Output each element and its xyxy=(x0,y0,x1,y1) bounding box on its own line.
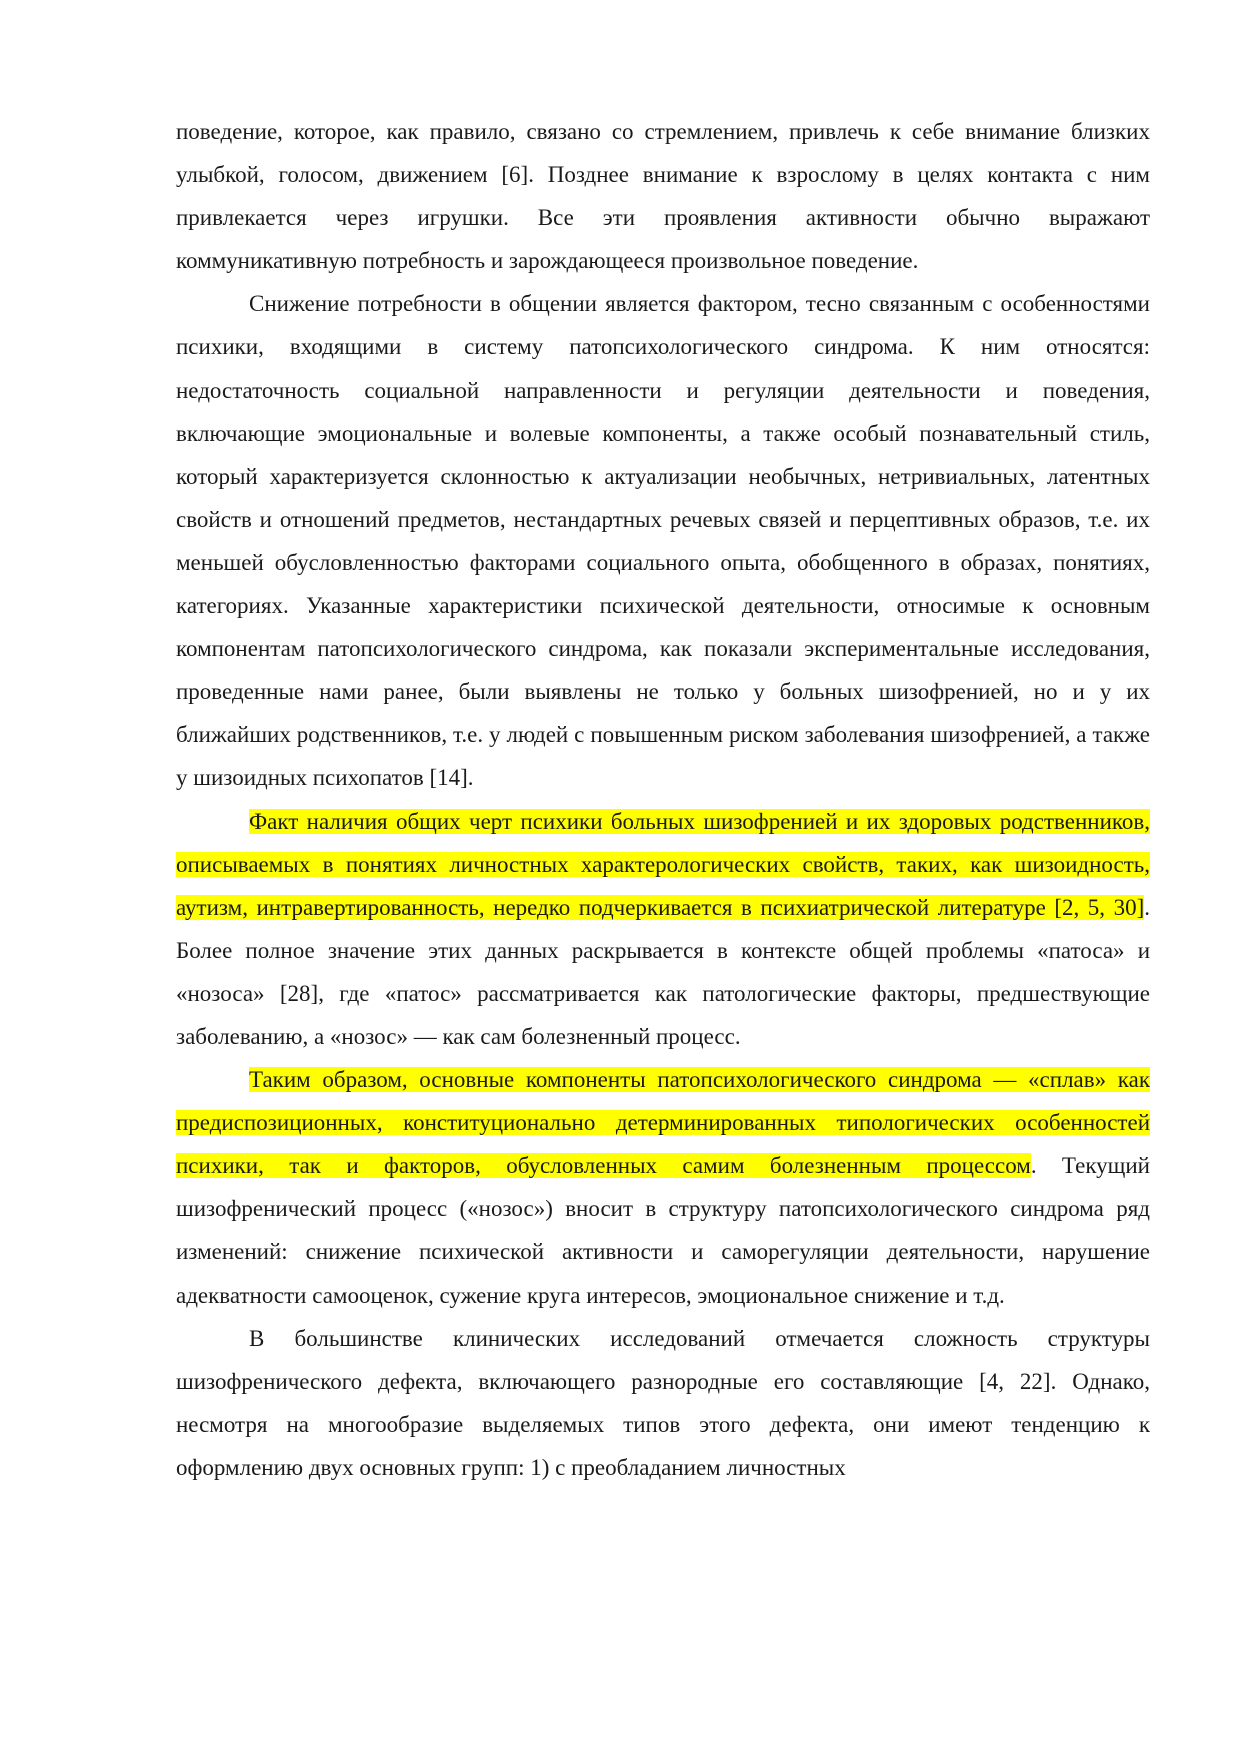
paragraph-2 xyxy=(176,282,1150,799)
paragraph-3 xyxy=(176,800,1150,1059)
paragraph-3-text: . Более полное значение этих данных раскрывается в контексте общей проблемы «патоса» и «нозоса» [28], где «патос» рассматривается как патологические факторы, предшествующие заболеванию, а «нозос» — как сам болезненный процесс. xyxy=(176,894,1150,1049)
paragraph-3-highlighted-text: Факт наличия общих черт психики больных шизофренией и их здоровых родственников, описываемых в понятиях личностных характерологических свойств, таких, как шизоидность, аутизм, интравертированность, нередко подчеркивается в психиатрической литературе [2, 5, 30] xyxy=(176,808,1150,920)
document-page xyxy=(176,110,1150,1489)
paragraph-4-highlighted-text: Таким образом, основные компоненты патопсихологического синдрома — «сплав» как предиспозиционных, конституционально детерминированных типологических особенностей психики, так и факторов, обусловленных самим болезненным процессом xyxy=(176,1067,1150,1179)
paragraph-5-text: В большинстве клинических исследований отмечается сложность структуры шизофренического дефекта, включающего разнородные его составляющие [4, 22]. Однако, несмотря на многообразие выделяемых типов этого дефекта, они имеют тенденцию к оформлению двух основных групп: 1) с преобладанием личностных xyxy=(176,1325,1150,1480)
paragraph-4-text: . Текущий шизофренический процесс («нозос») вносит в структуру патопсихологического синдрома ряд изменений: снижение психической активности и саморегуляции деятельности, нарушение адекватности самооценок, сужение круга интересов, эмоциональное снижение и т.д. xyxy=(176,1153,1150,1308)
paragraph-5 xyxy=(176,1317,1150,1489)
paragraph-2-text: Снижение потребности в общении является фактором, тесно связанным с особенностями психики, входящими в систему патопсихологического синдрома. К ним относятся: недостаточность социальной направленности и регуляции деятельности и поведения, включающие эмоциональные и волевые компоненты, а также особый познавательный стиль, который характеризуется склонностью к актуализации необычных, нетривиальных, латентных свойств и отношений предметов, нестандартных речевых связей и перцептивных образов, т.е. их меньшей обусловленностью факторами социального опыта, обобщенного в образах, понятиях, категориях. Указанные характеристики психической деятельности, относимые к основным компонентам патопсихологического синдрома, как показали экспериментальные исследования, проведенные нами ранее, были выявлены не только у больных шизофренией, но и у их ближайших родственников, т.е. у людей с повышенным риском заболевания шизофренией, а также у шизоидных психопатов [14]. xyxy=(176,291,1150,791)
paragraph-4 xyxy=(176,1058,1150,1317)
paragraph-1-text: поведение, которое, как правило, связано со стремлением, привлечь к себе внимание близких улыбкой, голосом, движением [6]. Позднее внимание к взрослому в целях контакта с ним привлекается через игрушки. Все эти проявления активности обычно выражают коммуникативную потребность и зарождающееся произвольное поведение. xyxy=(176,119,1150,274)
paragraph-1 xyxy=(176,110,1150,282)
